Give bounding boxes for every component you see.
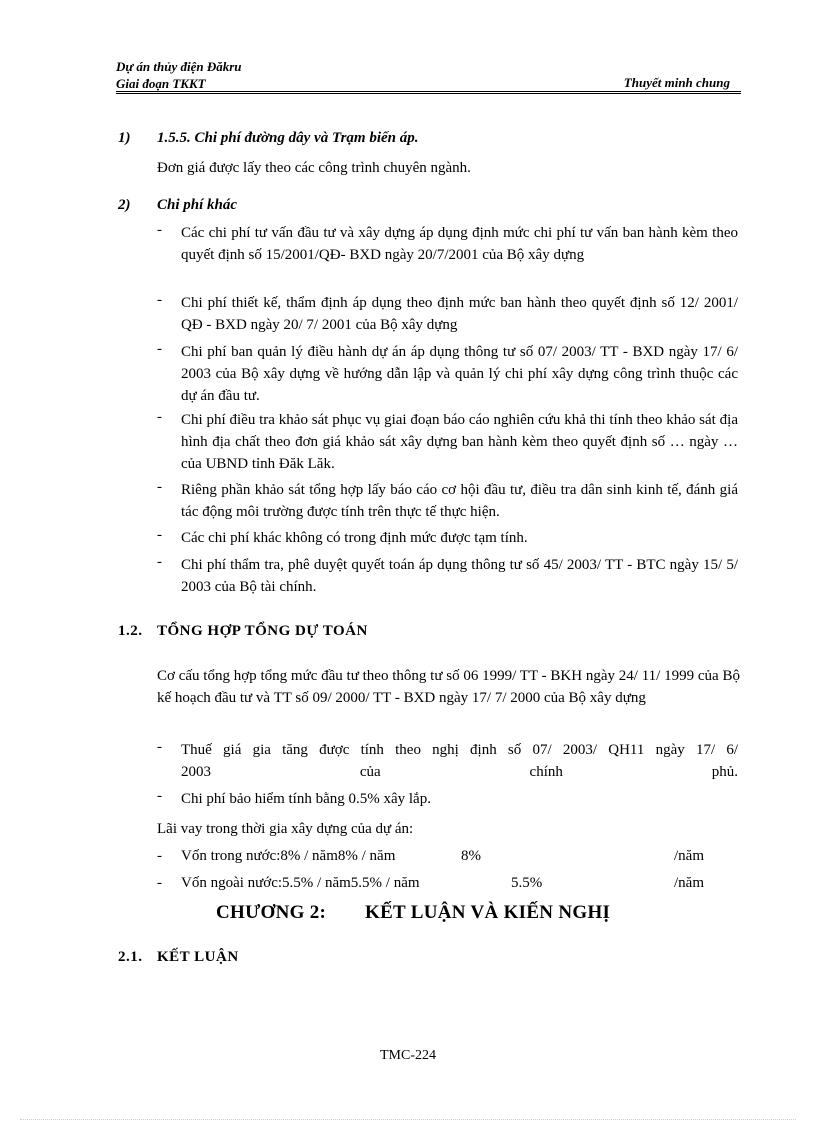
header-rule-double bbox=[116, 93, 741, 94]
list-item: Chi phí thiết kế, thẩm định áp dụng theo định mức ban hành theo quyết định số 12/ 2001/ QĐ - BXD ngày 20/ 7/ 2001 của Bộ xây dựng bbox=[181, 295, 738, 333]
header-rule bbox=[116, 91, 741, 92]
rate-domestic-label: Vốn trong nước:8% / năm8% / năm bbox=[181, 848, 396, 864]
bullet-dash: - bbox=[157, 527, 162, 543]
bullet-dash: - bbox=[157, 409, 162, 425]
rate-foreign-label: Vốn ngoài nước:5.5% / năm5.5% / năm bbox=[181, 875, 420, 891]
list-item: Chi phí thẩm tra, phê duyệt quyết toán áp dụng thông tư số 45/ 2003/ TT - BTC ngày 15/ 5/ 2003 của Bộ tài chính. bbox=[181, 557, 738, 595]
list-item: Chi phí điều tra khảo sát phục vụ giai đoạn báo cáo nghiên cứu khả thi tính theo khảo sát địa hình địa chất theo đơn giá khảo sát xây dựng ban hành kèm theo quyết định số … ngày … của UBND tỉnh Đăk Lăk. bbox=[181, 412, 738, 472]
section-number: 2.1. bbox=[118, 949, 143, 965]
vat-line1: Thuế giá gia tăng được tính theo nghị định số 07/ 2003/ QH11 ngày 17/ 6/ bbox=[181, 742, 738, 758]
list-item: Riêng phần khảo sát tổng hợp lấy báo cáo cơ hội đầu tư, điều tra dân sinh kinh tế, đánh giá tác động môi trường được tính trên thực tế thực hiện. bbox=[181, 482, 738, 520]
rate-foreign-unit: /năm bbox=[674, 875, 704, 891]
list-item: Các chi phí tư vấn đầu tư và xây dựng áp dụng định mức chi phí tư vấn ban hành kèm theo quyết định số 15/2001/QĐ- BXD ngày 20/7/2001 của Bộ xây dựng bbox=[181, 225, 738, 263]
bullet-dash: - bbox=[157, 222, 162, 238]
item2-number: 2) bbox=[118, 197, 131, 213]
vat-line2 bbox=[181, 761, 738, 783]
item1-number: 1) bbox=[118, 130, 131, 146]
running-header-left bbox=[116, 58, 242, 92]
list-item: Các chi phí khác không có trong định mức được tạm tính. bbox=[181, 530, 528, 546]
rate-foreign-value: 5.5% bbox=[511, 875, 543, 891]
header-project: Dự án thủy điện Đăkru bbox=[116, 59, 242, 74]
item1-text: Đơn giá được lấy theo các công trình chuyên ngành. bbox=[157, 160, 471, 176]
bullet-dash: - bbox=[157, 788, 162, 804]
header-phase: Giai đoạn TKKT bbox=[116, 76, 206, 91]
bullet-dash: - bbox=[157, 479, 162, 495]
vat-line2-text: 2003 của chính phủ. bbox=[181, 764, 738, 780]
bullet-dash: - bbox=[157, 848, 162, 864]
insurance-text: Chi phí bảo hiểm tính bằng 0.5% xây lắp. bbox=[181, 791, 431, 807]
bullet-dash: - bbox=[157, 739, 162, 755]
chapter-title: KẾT LUẬN VÀ KIẾN NGHỊ bbox=[365, 902, 611, 923]
item2-title: Chi phí khác bbox=[157, 197, 238, 213]
page-bottom-divider bbox=[20, 1119, 796, 1120]
page-footer-code: TMC-224 bbox=[380, 1048, 436, 1063]
rate-domestic-value: 8% bbox=[461, 848, 481, 864]
section-title: TỔNG HỢP TỔNG DỰ TOÁN bbox=[157, 623, 368, 639]
bullet-dash: - bbox=[157, 292, 162, 308]
chapter-number: CHƯƠNG 2: bbox=[216, 902, 327, 923]
section12-intro: Cơ cấu tổng hợp tổng mức đầu tư theo thông tư số 06 1999/ TT - BKH ngày 24/ 11/ 1999 của Bộ kế hoạch đầu tư và TT số 09/ 2000/ TT - BXD ngày 17/ 7/ 2000 của Bộ xây dựng bbox=[157, 668, 740, 706]
interest-label: Lãi vay trong thời gia xây dựng của dự án: bbox=[157, 821, 414, 837]
header-section: Thuyết minh chung bbox=[623, 75, 730, 90]
bullet-dash: - bbox=[157, 554, 162, 570]
section-title: KẾT LUẬN bbox=[157, 949, 239, 965]
section-number: 1.2. bbox=[118, 623, 143, 639]
item1-title: 1.5.5. Chi phí đường dây và Trạm biến áp. bbox=[157, 130, 419, 146]
bullet-dash: - bbox=[157, 341, 162, 357]
rate-domestic-unit: /năm bbox=[674, 848, 704, 864]
list-item: Chi phí ban quản lý điều hành dự án áp dụng thông tư số 07/ 2003/ TT - BXD ngày 17/ 6/ 2003 của Bộ xây dựng về hướng dẫn lập và quản lý chi phí xây dựng công trình thuộc các dự án đầu tư. bbox=[181, 344, 738, 404]
bullet-dash: - bbox=[157, 875, 162, 891]
